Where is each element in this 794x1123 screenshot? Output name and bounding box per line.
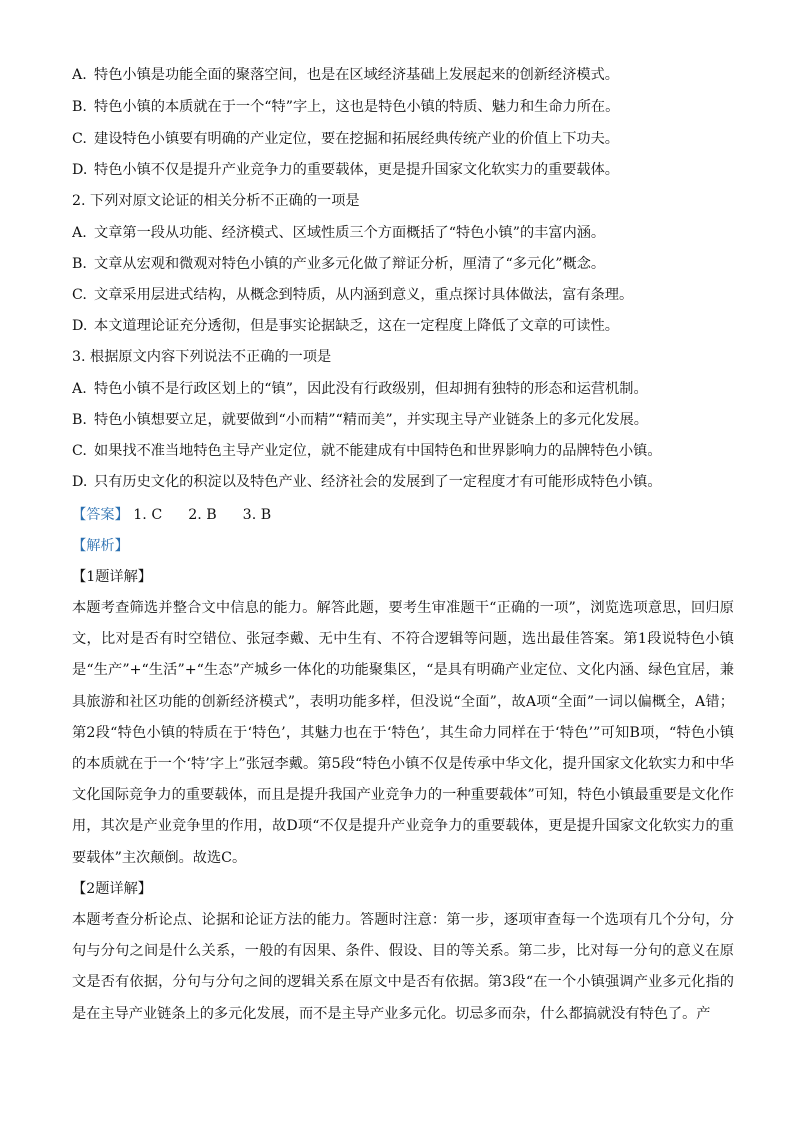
q3-option-d: D. 只有历史文化的积淀以及特色产业、经济社会的发展到了一定程度才有可能形成特色小镇。 [72, 474, 662, 490]
answer-label: 【答案】 [72, 507, 129, 523]
q2-option-d: D. 本文道理论证充分透彻，但是事实论据缺乏，这在一定程度上降低了文章的可读性。 [72, 318, 619, 334]
q2-option-c: C. 文章采用层进式结构，从概念到特质，从内涵到意义，重点探讨具体做法，富有条理。 [72, 287, 634, 303]
q3-option-a: A. 特色小镇不是行政区划上的“镇”，因此没有行政级别，但却拥有独特的形态和运营机制。 [72, 381, 648, 397]
answer-1: 1. C [133, 507, 163, 523]
answer-line [72, 505, 732, 525]
answer-3: 3. B [242, 507, 272, 523]
detail1-heading: 【1题详解】 [72, 569, 152, 585]
q2-stem: 2. 下列对原文论证的相关分析不正确的一项是 [72, 193, 360, 209]
q3-stem: 3. 根据原文内容下列说法不正确的一项是 [72, 349, 332, 365]
q1-option-d: D. 特色小镇不仅是提升产业竞争力的重要载体，更是提升国家文化软实力的重要载体。 [72, 162, 619, 178]
detail2-heading: 【2题详解】 [72, 881, 152, 897]
q2-option-b: B. 文章从宏观和微观对特色小镇的产业多元化做了辩证分析，厘清了“多元化”概念。 [72, 256, 606, 272]
q3-option-c: C. 如果找不准当地特色主导产业定位，就不能建成有中国特色和世界影响力的品牌特色小镇。 [72, 443, 662, 459]
answer-2: 2. B [188, 507, 217, 523]
detail2-text: 本题考查分析论点、论据和论证方法的能力。答题时注意：第一步，逐项审查每一个选项有几个分句，分句与分句之间是什么关系，一般的有因果、条件、假设、目的等关系。第二步，比对每一分句的意义在原文是否有依据，分句与分句之间的逻辑关系在原文中是否有依据。第3段“在一个小镇强调产业多元化指的是在主导产业链条上的多元化发展，而不是主导产业多元化。切忌多而杂，什么都搞就没有特色了。产 [72, 912, 734, 1022]
analysis-label: 【解析】 [72, 538, 129, 554]
q1-option-b: B. 特色小镇的本质就在于一个“特”字上，这也是特色小镇的特质、魅力和生命力所在。 [72, 99, 620, 115]
detail1-text: 本题考查筛选并整合文中信息的能力。解答此题，要考生审准题干“正确的一项”，浏览选项意思，回归原文，比对是否有时空错位、张冠李戴、无中生有、不符合逻辑等问题，选出最佳答案。第1段说特色小镇是“生产”+“生活”+“生态”产城乡一体化的功能聚集区，“是具有明确产业定位、文化内涵、绿色宜居，兼具旅游和社区功能的创新经济模式”，表明功能多样，但没说“全面”，故A项“全面”一词以偏概全，A错；第2段“特色小镇的特质在于‘特色’，其魅力也在于‘特色’，其生命力同样在于‘特色’”可知B项，“特色小镇的本质就在于一个‘特’字上”张冠李戴。第5段“特色小镇不仅是传承中华文化，提升国家文化软实力和中华文化国际竞争力的重要载体，而且是提升我国产业竞争力的一种重要载体”可知，特色小镇最重要是文化作用，其次是产业竞争里的作用，故D项“不仅是提升产业竞争力的重要载体，更是提升国家文化软实力的重要载体”主次颠倒。故选C。 [72, 600, 734, 866]
q2-option-a: A. 文章第一段从功能、经济模式、区域性质三个方面概括了“特色小镇”的丰富内涵。 [72, 225, 606, 241]
q1-option-c: C. 建设特色小镇要有明确的产业定位，要在挖掘和拓展经典传统产业的价值上下功夫。 [72, 131, 619, 147]
q3-option-b: B. 特色小镇想要立足，就要做到“小而精”“精而美”，并实现主导产业链条上的多元化发展。 [72, 412, 648, 428]
q1-option-a: A. 特色小镇是功能全面的聚落空间，也是在区域经济基础上发展起来的创新经济模式。 [72, 67, 619, 83]
